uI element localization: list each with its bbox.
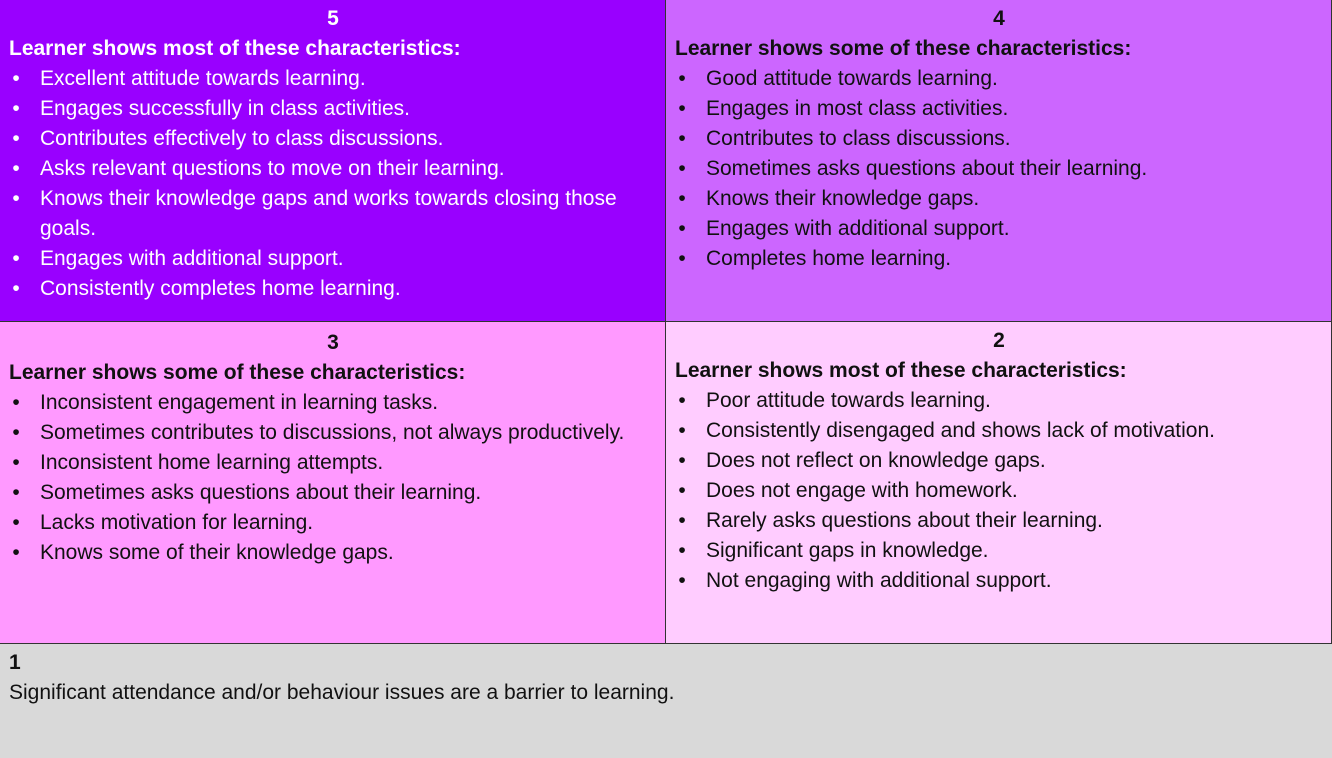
list-item-text: Lacks motivation for learning. (40, 511, 314, 534)
list-item (675, 416, 1323, 446)
list-item-text: Engages with additional support. (40, 247, 344, 270)
list-item (9, 418, 657, 448)
bullet-icon: • (678, 97, 686, 120)
list-item (9, 274, 657, 304)
level-3-cell (0, 322, 666, 644)
bullet-icon: • (12, 451, 20, 474)
level-4-number: 4 (993, 7, 1005, 30)
bullet-icon: • (12, 277, 20, 300)
list-item-text: Contributes effectively to class discussions. (40, 127, 444, 150)
level-5-cell (0, 0, 666, 322)
bullet-icon: • (678, 67, 686, 90)
list-item-text: Sometimes asks questions about their learning. (706, 157, 1148, 180)
level-5-number: 5 (327, 7, 339, 30)
list-item (9, 508, 657, 538)
level-2-lead: Learner shows most of these characteristics: (675, 359, 1127, 382)
level-4-lead: Learner shows some of these characteristics: (675, 37, 1132, 60)
list-item (9, 478, 657, 508)
list-item (9, 124, 657, 154)
list-item (9, 154, 657, 184)
list-item (675, 124, 1323, 154)
bullet-icon: • (678, 449, 686, 472)
bullet-icon: • (678, 539, 686, 562)
bullet-icon: • (678, 217, 686, 240)
list-item-text: Inconsistent engagement in learning tasks. (40, 391, 439, 414)
level-3-lead: Learner shows some of these characteristics: (9, 361, 466, 384)
bullet-icon: • (678, 479, 686, 502)
bullet-icon: • (678, 569, 686, 592)
bullet-icon: • (678, 127, 686, 150)
list-item (675, 536, 1323, 566)
list-item-text: Does not engage with homework. (706, 479, 1018, 502)
bullet-icon: • (678, 157, 686, 180)
bullet-icon: • (12, 511, 20, 534)
list-item (675, 476, 1323, 506)
list-item (675, 184, 1323, 214)
bullet-icon: • (12, 97, 20, 120)
list-item-text: Sometimes contributes to discussions, not always productively. (40, 421, 625, 444)
list-item-text: Engages successfully in class activities. (40, 97, 410, 120)
list-item-text: Contributes to class discussions. (706, 127, 1011, 150)
list-item (675, 64, 1323, 94)
list-item-text: Excellent attitude towards learning. (40, 67, 366, 90)
list-item (9, 448, 657, 478)
bullet-icon: • (678, 389, 686, 412)
level-5-lead: Learner shows most of these characteristics: (9, 37, 461, 60)
bullet-icon: • (12, 187, 20, 210)
list-item-text: Sometimes asks questions about their learning. (40, 481, 482, 504)
list-item (675, 154, 1323, 184)
level-1-text: Significant attendance and/or behaviour issues are a barrier to learning. (9, 681, 675, 704)
list-item-text: Completes home learning. (706, 247, 952, 270)
level-1-number: 1 (9, 651, 21, 674)
list-item-text: Engages in most class activities. (706, 97, 1009, 120)
list-item (675, 566, 1323, 596)
list-item-text: Engages with additional support. (706, 217, 1010, 240)
list-item (9, 94, 657, 124)
list-item-text: Consistently disengaged and shows lack of motivation. (706, 419, 1215, 442)
bullet-icon: • (12, 127, 20, 150)
list-item (675, 506, 1323, 536)
bullet-icon: • (12, 67, 20, 90)
level-2-cell (666, 322, 1332, 644)
list-item-text: Does not reflect on knowledge gaps. (706, 449, 1046, 472)
list-item-text: Knows their knowledge gaps. (706, 187, 980, 210)
list-item (9, 388, 657, 418)
level-5-list (9, 64, 657, 304)
level-1-cell (0, 644, 1332, 758)
level-4-list (675, 64, 1323, 274)
list-item-text: Rarely asks questions about their learning. (706, 509, 1103, 532)
bullet-icon: • (678, 187, 686, 210)
list-item (9, 538, 657, 568)
bullet-icon: • (12, 157, 20, 180)
list-item-text: Not engaging with additional support. (706, 569, 1052, 592)
level-2-list (675, 386, 1323, 596)
bullet-icon: • (12, 481, 20, 504)
bullet-icon: • (678, 419, 686, 442)
list-item-text: Consistently completes home learning. (40, 277, 401, 300)
level-3-list (9, 388, 657, 568)
list-item-text: Asks relevant questions to move on their learning. (40, 157, 505, 180)
list-item (9, 184, 657, 244)
list-item (675, 386, 1323, 416)
bullet-icon: • (12, 421, 20, 444)
list-item-text: Inconsistent home learning attempts. (40, 451, 384, 474)
bullet-icon: • (678, 247, 686, 270)
list-item-text: Good attitude towards learning. (706, 67, 998, 90)
list-item (675, 94, 1323, 124)
bullet-icon: • (12, 247, 20, 270)
bullet-icon: • (12, 541, 20, 564)
bullet-icon: • (678, 509, 686, 532)
list-item (675, 214, 1323, 244)
list-item (675, 446, 1323, 476)
list-item (675, 244, 1323, 274)
list-item-text: Significant gaps in knowledge. (706, 539, 989, 562)
list-item (9, 64, 657, 94)
list-item (9, 244, 657, 274)
level-3-number: 3 (327, 331, 339, 354)
level-2-number: 2 (993, 329, 1005, 352)
list-item-text: Knows some of their knowledge gaps. (40, 541, 394, 564)
level-4-cell (666, 0, 1332, 322)
list-item-text: Poor attitude towards learning. (706, 389, 991, 412)
bullet-icon: • (12, 391, 20, 414)
list-item-text: Knows their knowledge gaps and works towards closing those goals. (40, 187, 617, 240)
